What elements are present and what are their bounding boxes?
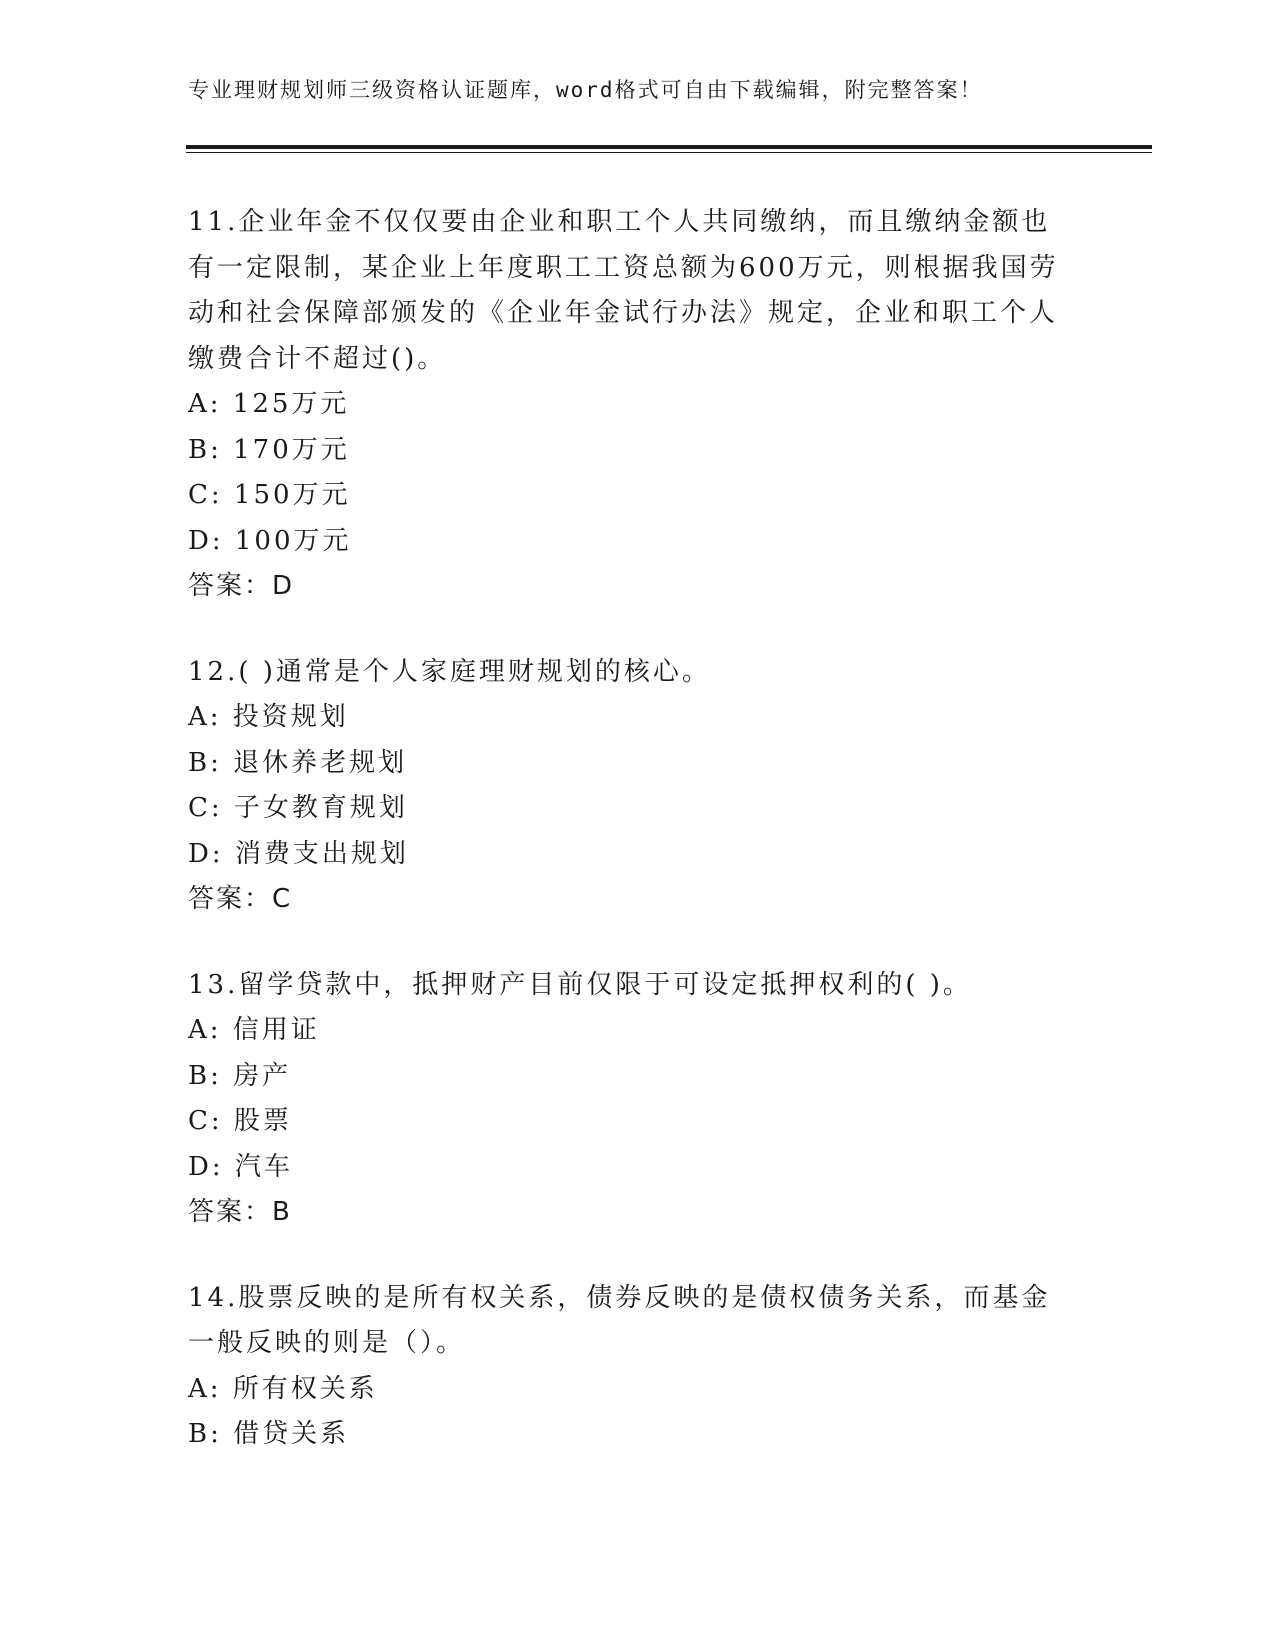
option-d: D: 汽车 — [188, 1151, 293, 1182]
page-header: 专业理财规划师三级资格认证题库，word格式可自由下载编辑，附完整答案！ — [188, 78, 983, 102]
option-d: D: 消费支出规划 — [188, 838, 409, 869]
question-14 — [188, 1276, 1088, 1458]
question-text: 14.股票反映的是所有权关系，债券反映的是债权债务关系，而基金一般反映的则是（）。 — [188, 1282, 1051, 1358]
question-list — [188, 200, 1088, 1498]
option-b: B: 借贷关系 — [188, 1419, 350, 1449]
option-a: A: 所有权关系 — [188, 1373, 378, 1404]
option-c: C: 子女教育规划 — [188, 793, 408, 823]
option-c: C: 150万元 — [188, 480, 351, 510]
option-b: B: 170万元 — [188, 434, 350, 465]
question-text: 13.留学贷款中，抵押财产目前仅限于可设定抵押权利的( )。 — [188, 969, 972, 1000]
option-a: A: 信用证 — [188, 1015, 320, 1045]
option-b: B: 房产 — [188, 1060, 292, 1091]
question-11 — [188, 200, 1088, 610]
answer-label: 答案：C — [188, 884, 293, 914]
option-c: C: 股票 — [188, 1106, 292, 1136]
question-13 — [188, 963, 1088, 1236]
question-12 — [188, 650, 1088, 923]
question-text: 11.企业年金不仅仅要由企业和职工个人共同缴纳，而且缴纳金额也有一定限制，某企业上年度职工工资总额为600万元，则根据我国劳动和社会保障部颁发的《企业年金试行办法》规定，企业和职工个人缴费合计不超过()。 — [188, 207, 1059, 374]
answer-label: 答案：D — [188, 571, 295, 601]
option-b: B: 退休养老规划 — [188, 747, 408, 778]
header-divider-thin — [186, 152, 1152, 153]
question-text: 12.( )通常是个人家庭理财规划的核心。 — [188, 656, 711, 687]
option-d: D: 100万元 — [188, 525, 352, 556]
header-divider — [186, 145, 1152, 149]
answer-label: 答案：B — [188, 1197, 292, 1227]
option-a: A: 125万元 — [188, 389, 350, 419]
option-a: A: 投资规划 — [188, 702, 349, 732]
